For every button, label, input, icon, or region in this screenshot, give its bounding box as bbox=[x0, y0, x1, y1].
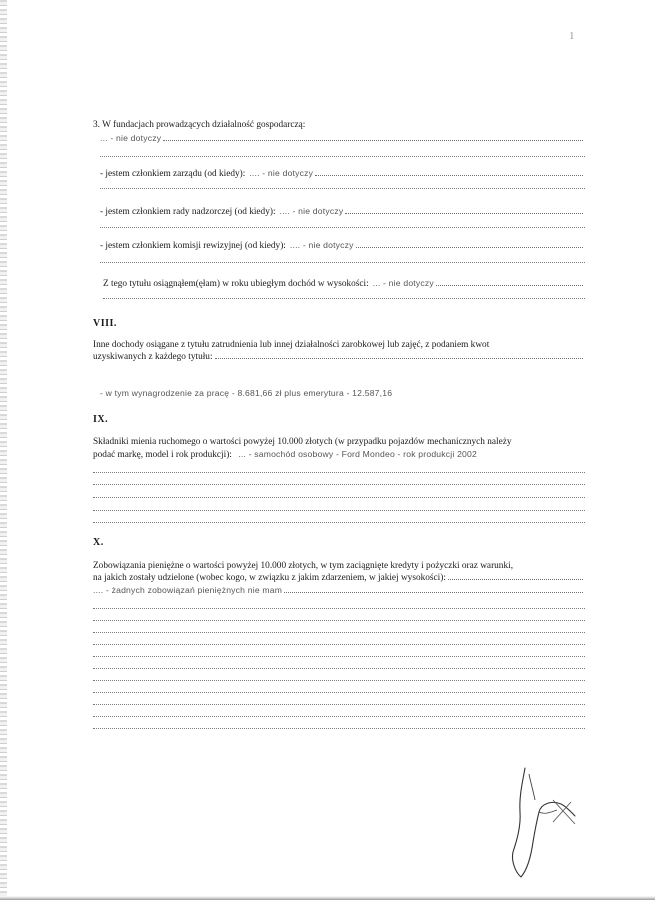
foundation-income-label: Z tego tytułu osiągnąłem(ęłam) w roku ubiegłym dochód w wysokości: bbox=[103, 279, 369, 289]
supervisory-board-label: - jestem członkiem rady nadzorczej (od kiedy): bbox=[100, 207, 276, 217]
dotted-line bbox=[93, 521, 585, 523]
section-x-intro-1: Zobowiązania pieniężne o wartości powyżej 10.000 złotych, w tym zaciągnięte kredyty i pożyczki oraz warunki, bbox=[93, 561, 514, 571]
board-member-label: - jestem członkiem zarządu (od kiedy): bbox=[100, 169, 246, 179]
vehicle-value: ... - samochód osobowy - Ford Mondeo - rok produkcji 2002 bbox=[238, 449, 477, 459]
dotted-line bbox=[93, 471, 585, 473]
section-ix-heading: IX. bbox=[93, 414, 109, 425]
audit-committee-label: - jestem członkiem komisji rewizyjnej (od kiedy): bbox=[100, 241, 286, 251]
dotted-fill bbox=[215, 357, 583, 359]
section-viii-intro-2-line bbox=[93, 352, 585, 363]
foundation-income-value: ... - nie dotyczy bbox=[372, 278, 434, 288]
dotted-line bbox=[93, 679, 585, 681]
board-member-value: .... - nie dotyczy bbox=[249, 168, 314, 178]
section-x-heading: X. bbox=[93, 537, 104, 548]
dotted-line bbox=[93, 619, 585, 621]
dotted-line bbox=[93, 727, 585, 729]
dotted-fill bbox=[356, 246, 583, 248]
dotted-line bbox=[93, 643, 585, 645]
dotted-line bbox=[103, 297, 585, 299]
dotted-line bbox=[100, 187, 585, 189]
section-ix-intro-2: podać markę, model i rok produkcji): bbox=[93, 450, 232, 460]
supervisory-board-value: .... - nie dotyczy bbox=[279, 206, 344, 216]
dotted-fill bbox=[448, 578, 583, 580]
dotted-line bbox=[100, 155, 585, 157]
dotted-fill bbox=[436, 284, 583, 286]
dotted-line bbox=[100, 226, 585, 228]
scan-edge-bottom bbox=[0, 896, 655, 900]
dotted-line bbox=[93, 631, 585, 633]
foundation-income-line bbox=[103, 278, 585, 290]
signature bbox=[493, 760, 583, 880]
foundations-heading: 3. W fundacjach prowadzących działalność gospodarczą: bbox=[93, 120, 306, 130]
section-ix-intro-2-line bbox=[93, 449, 585, 461]
dotted-line bbox=[93, 655, 585, 657]
dotted-line bbox=[93, 483, 585, 485]
section-ix-intro-1: Składniki mienia ruchomego o wartości powyżej 10.000 złotych (w przypadku pojazdów mechanicznych należy bbox=[93, 437, 512, 447]
dotted-fill bbox=[163, 139, 583, 141]
liabilities-value: .... - żadnych zobowiązań pieniężnych nie mam bbox=[93, 585, 283, 595]
audit-committee-value: .... - nie dotyczy bbox=[289, 240, 354, 250]
board-member-line bbox=[100, 168, 585, 180]
dotted-line bbox=[93, 715, 585, 717]
dotted-line bbox=[93, 691, 585, 693]
dotted-line bbox=[93, 607, 585, 609]
dotted-line bbox=[93, 496, 585, 498]
dotted-fill bbox=[284, 591, 583, 593]
liabilities-value-line bbox=[93, 585, 585, 596]
dotted-line bbox=[93, 667, 585, 669]
section-viii-heading: VIII. bbox=[93, 318, 117, 329]
foundations-status: ... - nie dotyczy bbox=[100, 133, 162, 143]
dotted-line bbox=[93, 509, 585, 511]
dotted-fill bbox=[345, 212, 583, 214]
section-x-intro-2-line bbox=[93, 573, 585, 584]
foundations-status-line bbox=[100, 133, 585, 144]
scan-edge-left bbox=[0, 0, 7, 900]
dotted-line bbox=[93, 703, 585, 705]
section-x-intro-2: na jakich zostały udzielone (wobec kogo, w związku z jakim zdarzeniem, w jakiej wysokości): bbox=[93, 573, 446, 583]
section-viii-intro-2: uzyskiwanych z każdego tytułu: bbox=[93, 352, 213, 362]
section-viii-intro-1: Inne dochody osiągane z tytułu zatrudnienia lub innej działalności zarobkowej lub zajęć, z podaniem kwot bbox=[93, 340, 490, 350]
dotted-fill bbox=[315, 174, 583, 176]
page-number: 1 bbox=[569, 30, 575, 42]
audit-committee-line bbox=[100, 240, 585, 252]
income-detail: - w tym wynagrodzenie za pracę - 8.681,66 zł plus emerytura - 12.587,16 bbox=[100, 388, 393, 398]
dotted-line bbox=[100, 261, 585, 263]
supervisory-board-line bbox=[100, 206, 585, 218]
